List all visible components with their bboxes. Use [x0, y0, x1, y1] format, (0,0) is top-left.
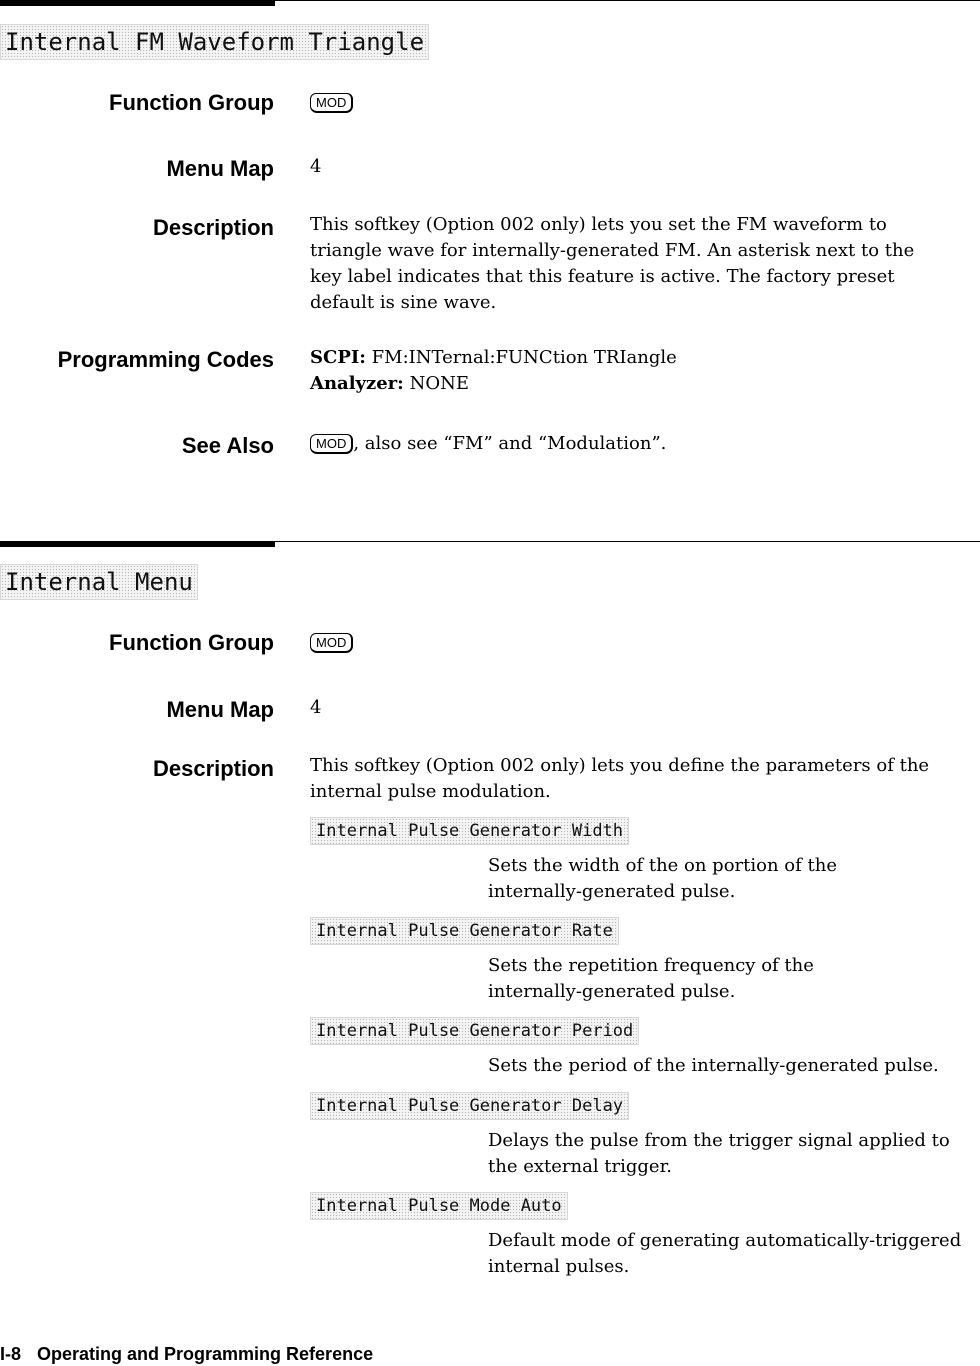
softkey-description-line: the external trigger. [488, 1156, 672, 1177]
description-text [310, 212, 970, 316]
softkey-description [488, 1228, 978, 1280]
function-group-value [310, 630, 970, 656]
description-line: This softkey (Option 002 only) lets you define the parameters of the [310, 755, 930, 776]
section-rule-thin [275, 0, 980, 1]
section-title: Internal Menu [0, 564, 198, 600]
scpi-value: FM:INTernal:FUNCtion TRIangle [371, 347, 677, 368]
scpi-label: SCPI: [310, 347, 366, 368]
programming-codes-label: Programming Codes [57, 347, 274, 372]
page-footer [0, 1344, 389, 1365]
menu-map-value: 4 [310, 697, 322, 718]
mod-key: MOD [310, 633, 353, 653]
function-group-label: Function Group [109, 90, 274, 115]
description-line: default is sine wave. [310, 292, 497, 313]
section-rule-thick [0, 541, 275, 547]
description-line: This softkey (Option 002 only) lets you set the FM waveform to [310, 214, 887, 235]
softkey-description-line: internally-generated pulse. [488, 981, 736, 1002]
softkey-description-line: Sets the period of the internally-generated pulse. [488, 1055, 939, 1076]
description-text [310, 753, 970, 805]
softkey-internal-pulse-mode-auto: Internal Pulse Mode Auto [310, 1192, 568, 1220]
section-rule-thin [275, 541, 980, 542]
mod-key: MOD [310, 93, 353, 113]
description-line: triangle wave for internally-generated FM. An asterisk next to the [310, 240, 915, 261]
analyzer-value: NONE [409, 373, 469, 394]
programming-codes [310, 345, 970, 397]
section-rule-thick [0, 0, 275, 6]
softkey-description-line: Delays the pulse from the trigger signal applied to [488, 1130, 950, 1151]
description-label: Description [152, 215, 274, 240]
page-number: I-8 [0, 1344, 22, 1364]
softkey-description [488, 853, 978, 905]
section-title: Internal FM Waveform Triangle [0, 24, 429, 60]
softkey-internal-pulse-generator-width: Internal Pulse Generator Width [310, 817, 629, 845]
footer-title: Operating and Programming Reference [37, 1344, 374, 1364]
mod-key: MOD [310, 434, 353, 454]
softkey-description-line: Sets the width of the on portion of the [488, 855, 837, 876]
softkey-internal-pulse-generator-rate: Internal Pulse Generator Rate [310, 917, 619, 945]
see-also-label: See Also [181, 433, 274, 458]
softkey-description [488, 1128, 978, 1180]
description-line: internal pulse modulation. [310, 781, 551, 802]
description-label: Description [152, 756, 274, 781]
softkey-description-line: Sets the repetition frequency of the [488, 955, 814, 976]
see-also-text [310, 431, 970, 457]
menu-map-label: Menu Map [166, 697, 274, 722]
softkey-description [488, 953, 978, 1005]
softkey-internal-pulse-generator-period: Internal Pulse Generator Period [310, 1017, 639, 1045]
menu-map-value: 4 [310, 156, 322, 177]
analyzer-label: Analyzer: [310, 373, 404, 394]
softkey-description-line: internal pulses. [488, 1256, 630, 1277]
softkey-description [488, 1053, 978, 1079]
softkey-description-line: Default mode of generating automatically-triggered [488, 1230, 962, 1251]
softkey-description-line: internally-generated pulse. [488, 881, 736, 902]
function-group-label: Function Group [109, 630, 274, 655]
function-group-value [310, 90, 970, 116]
description-line: key label indicates that this feature is active. The factory preset [310, 266, 895, 287]
see-also-refs: , also see “FM” and “Modulation”. [353, 433, 667, 454]
menu-map-label: Menu Map [166, 156, 274, 181]
softkey-internal-pulse-generator-delay: Internal Pulse Generator Delay [310, 1092, 629, 1120]
